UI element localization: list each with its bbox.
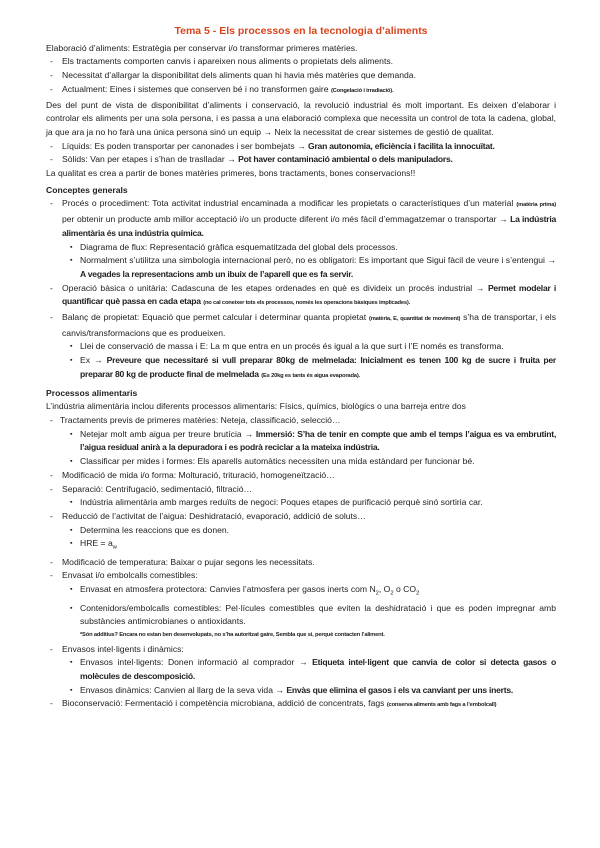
- hre-text: HRE = a: [80, 538, 113, 549]
- industria-item: ▪ Indústria alimentària amb marges reduïts de negoci: Poques etapes de purificació perquè sinó sortiria car.: [46, 496, 556, 510]
- subscript: 2: [416, 590, 420, 597]
- operacio-text: Operació bàsica o unitària: Cadascuna de les etapes ordenades en què es divideix un procés industrial: [62, 282, 473, 293]
- small-note: (Es 20kg es tants és aigua evaporada).: [261, 372, 360, 379]
- envasat-item: - Envasat i/o embolcalls comestibles:: [46, 569, 556, 583]
- netejar-text: Netejar molt amb aigua per treure brutícia: [80, 428, 242, 439]
- solids-bold: Pot haver contaminació ambiental o dels manipuladors.: [238, 154, 453, 165]
- liquids-text: Líquids: Es poden transportar per canonades i ser bombejats: [62, 140, 295, 151]
- separacio-item: - Separació: Centrifugació, sedimentació, filtració…: [46, 483, 556, 497]
- intelligents-item: [46, 656, 556, 683]
- subscript: 2: [390, 590, 394, 597]
- section-heading-concepts: Conceptes generals: [46, 184, 128, 195]
- reaccions-item: ▪ Determina les reaccions que es donen.: [46, 524, 556, 538]
- operacio-bold: Permet modelar i quantificar què passa en cada etapa: [62, 282, 557, 307]
- page-title: Tema 5 - Els processos en la tecnologia d’aliments: [174, 25, 428, 37]
- intelligents-heading-item: - Envasos intel·ligents i dinàmics:: [46, 643, 556, 657]
- dinamics-item: [46, 684, 556, 698]
- revolution-paragraph: [46, 99, 556, 140]
- balanc-text: Balanç de propietat: Equació que permet calcular i determinar quanta propietat: [62, 312, 367, 323]
- liquids-bold: Gran autonomia, eficiència i facilita la innocuïtat.: [308, 140, 495, 151]
- example-label: Ex: [80, 355, 91, 366]
- processos-intro: L’indústria alimentària inclou diferents processos alimentaris: Físics, químics, biològics o una barreja entre dos: [46, 401, 466, 412]
- intro-item: [46, 83, 556, 99]
- intro-item-text: Actualment: Eines i sistemes que conserven bé i no transformen gaire: [62, 83, 329, 94]
- bio-item: [46, 697, 556, 713]
- arrow-icon: →: [275, 684, 284, 695]
- atmosfera-item: [46, 583, 556, 601]
- hre-item: [46, 537, 556, 555]
- additius-note: *Són additius? Encara no estan ben desenvolupats, no s’ha autoritzat gaire, Sembla que si, perquè contacten l’aliment.: [80, 631, 385, 638]
- arrow-icon: →: [298, 657, 308, 668]
- small-note: (conserva aliments amb fags a l’embolcall): [386, 702, 497, 709]
- solids-text: Sòlids: Van per etapes i s’han de traslladar: [62, 154, 225, 165]
- arrow-icon: →: [263, 126, 272, 137]
- subscript: 2: [375, 590, 379, 597]
- intro-item: - Necessitat d’allargar la disponibilitat dels aliments quan hi havia més matèries que demanda.: [46, 69, 556, 83]
- netejar-bold: Immersió: S’ha de tenir en compte que amb el temps l’aigua es va embrutint, l’aigua residual anirà a la depuradora i es podrà reciclar a la mateixa indústria.: [80, 428, 557, 453]
- atmosfera-mid: , O: [378, 584, 391, 595]
- dinamics-bold: Envàs que elimina el gasos i els va canviant per uns inerts.: [286, 684, 514, 695]
- simbologia-text: Normalment s’utilitza una simbologia internacional però, no es obligatori: Es important que Sigui fàcil de veure i s’entengui: [80, 255, 545, 266]
- simbologia-bold: A vegades la representacions amb un ibuix de l’aparell que es fa servir.: [80, 268, 354, 279]
- arrow-icon: →: [297, 140, 306, 151]
- hre-subscript: w: [112, 545, 117, 552]
- operacio-item: [46, 282, 556, 311]
- temperatura-item: - Modificació de temperatura: Baixar o pujar segons les necessitats.: [46, 556, 556, 570]
- mida-item: - Modificació de mida i/o forma: Molturació, trituració, homogeneïtzació…: [46, 469, 556, 483]
- netejar-item: [46, 428, 556, 455]
- section-heading-processos: Processos alimentaris: [46, 387, 138, 398]
- liquids-item: [46, 140, 556, 154]
- reduccio-item: - Reducció de l’activitat de l’aigua: Deshidratació, evaporació, addició de soluts…: [46, 510, 556, 524]
- small-note: (Congelació i irradiació).: [330, 87, 394, 94]
- proces-cont: per obtenir un producte amb millor acceptació i/o un producte diferent i/o més fàcil d’emmagatzemar o transportar: [62, 214, 497, 225]
- dinamics-text: Envasos dinàmics: Canvien al llarg de la seva vida: [80, 684, 273, 695]
- proces-bold: La indústria alimentària és una indústria química.: [62, 214, 556, 238]
- small-note: (matèria, E, quantitat de moviment): [368, 316, 461, 323]
- atmosfera-end: o CO: [393, 584, 417, 595]
- atmosfera-text: Envasat en atmosfera protectora: Canvies l’atmosfera per gasos inerts com N: [80, 584, 376, 595]
- arrow-icon: →: [499, 214, 508, 225]
- quality-line: La qualitat es crea a partir de bones matèries primeres, bons tractaments, bones conservacions!!: [46, 168, 416, 179]
- arrow-icon: →: [94, 355, 103, 366]
- proces-text: Procés o procediment: Tota activitat industrial encaminada a modificar les propietats o característiques d’un material: [62, 198, 514, 209]
- paragraph-text: Des del punt de vista de disponibilitat d’aliments i conservació, la revolució industrial és molt important. Es deixen d’elaborar i controlar els aliments per una sola persona, i es passa a una elaboració complexa que necessita un control de tota la cadena, global, ja que ara ja no ho farà una única persona sinó un equip: [46, 99, 556, 137]
- diagrama-item: ▪ Diagrama de flux: Representació gràfica esquematitzada del global dels processos.: [46, 241, 556, 255]
- intro-item: - Els tractaments comporten canvis i apareixen nous aliments o propietats dels aliments.: [46, 55, 556, 69]
- arrow-icon: →: [244, 428, 254, 439]
- balanc-cont: s’ha de transportar, i els canvis/transformacions que es produeixen.: [62, 312, 556, 338]
- arrow-icon: →: [475, 282, 485, 293]
- arrow-icon: →: [227, 154, 236, 165]
- arrow-icon: →: [547, 255, 556, 266]
- bio-text: Bioconservació: Fermentació i competència microbiana, addició de concentrats, fags: [62, 698, 385, 709]
- intelligents-text: Envasos intel·ligents: Donen informació al comprador: [80, 657, 295, 668]
- example-bold: Preveure que necessitaré si vull preparar 80kg de melmelada: Inicialment es tenen 100 kg de sucre i fruita per preparar 80 kg de producte final de melmelada: [80, 355, 557, 379]
- paragraph-end: Neix la necessitat de crear sistemes de gestió de qualitat.: [274, 126, 494, 137]
- intelligents-bold: Etiqueta intel·ligent que canvia de color si detecta gasos o molècules de descomposició.: [80, 657, 557, 682]
- proces-item: [46, 197, 556, 240]
- prev-item: - Tractaments previs de primeres matèries: Neteja, classificació, selecció…: [46, 414, 556, 428]
- small-note: (matèria prima): [516, 202, 556, 209]
- classificar-item: ▪ Classificar per mides i formes: Els aparells automàtics necessiten una mida estàndard per funcionar bé.: [46, 455, 556, 469]
- small-note: (no cal coneixer tots els processos, només les operacions bàsiques implicades).: [203, 300, 411, 307]
- intro-line: Elaboració d’aliments: Estratègia per conservar i/o transformar primeres matèries.: [46, 42, 358, 53]
- balanc-item: [46, 311, 556, 340]
- example-item: [46, 354, 556, 383]
- llei-item: ▪ Llei de conservació de massa i E: La m que entra en un procés és igual a la que surt i l’E només es transforma.: [46, 340, 556, 354]
- solids-item: [46, 153, 556, 167]
- contenidors-item: ▪ Contenidors/embolcalls comestibles: Pel·lícules comestibles que eviten la deshidratació i que es poden impregnar amb substàncies antimicrobianes o antioxidants.: [46, 602, 556, 629]
- simbologia-item: [46, 254, 556, 281]
